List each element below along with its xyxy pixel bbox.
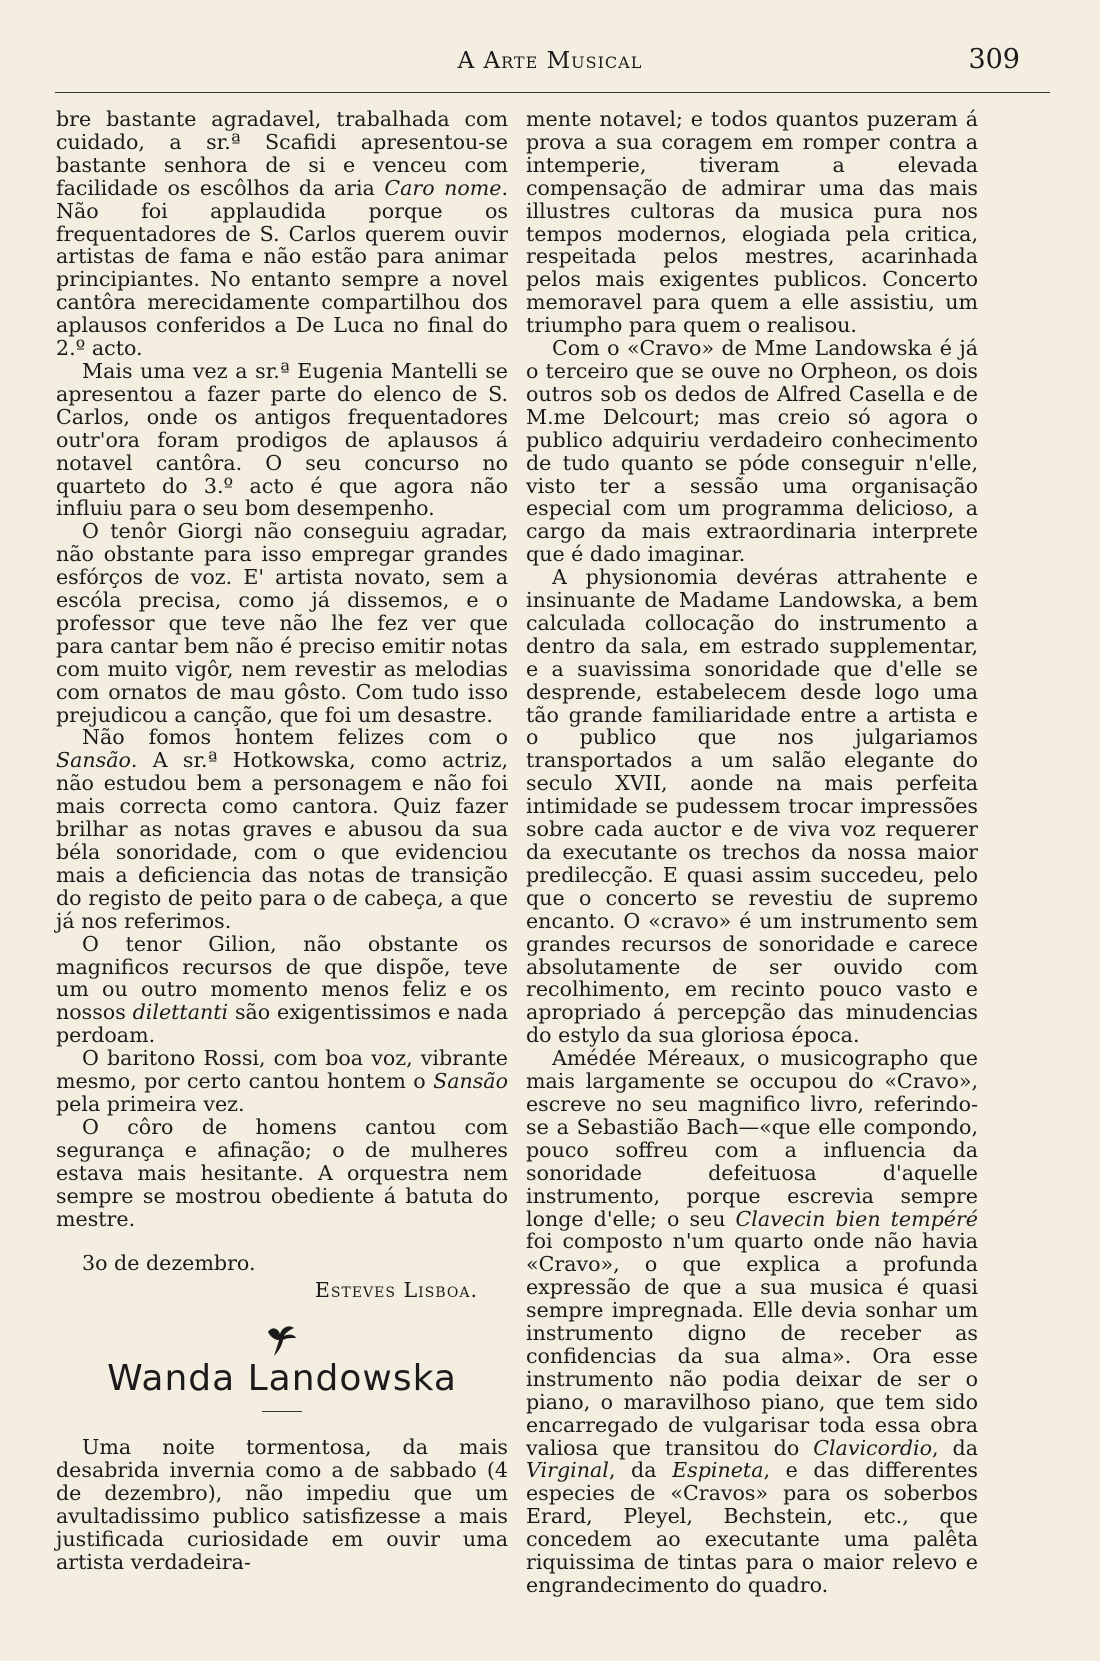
- paragraph: [56, 360, 508, 520]
- dateline: 3o de dezembro.: [82, 1251, 256, 1276]
- italic-run: Sansão: [433, 1069, 508, 1094]
- text-run: Uma noite tormentosa, da mais desabrida invernia como a de sabbado (4 de dezembro), não impediu que um avultadissimo publico satisfizesse a mais justificada curiosidade em ouvir uma artista verdadeira-: [56, 1435, 508, 1574]
- right-column: [526, 108, 978, 1597]
- article-opening: [56, 1436, 508, 1573]
- text-run: O baritono Rossi, com boa voz, vibrante mesmo, por certo cantou hontem o: [56, 1046, 508, 1094]
- text-run: foi composto n'um quarto onde não havia «Cravo», o que explica a profunda expressão de que a sua musica é quasi sempre impregnada. Elle devia sonhar um instrumento digno de receber as confidencias da sua alma». Ora esse instrumento não podia deixar de ser o piano, o maravilhoso piano, que tem sido encarregado de vulgarisar toda essa obra valiosa que transitou do: [526, 1229, 978, 1460]
- right-paragraphs: [526, 108, 978, 1597]
- text-run: O tenor Gilion, não obstante os magnificos recursos de que dispõe, teve um ou outro momento menos feliz e os nossos: [56, 931, 508, 1025]
- text-run: bre bastante agradavel, trabalhada com cuidado, a sr.ª Scafidi apresentou-se bastante senhora de si e venceu com facilidade os escôlhos da aria: [56, 107, 508, 200]
- paragraph: [526, 108, 978, 337]
- text-run: O côro de homens cantou com segurança e afinação; o de mulheres estava mais hesitante. A orquestra nem sempre se mostrou obediente á batuta do mestre.: [56, 1114, 508, 1231]
- fleuron-ornament: [56, 1322, 508, 1362]
- title-rule: [262, 1411, 302, 1412]
- text-run: A physionomia devéras attrahente e insinuante de Madame Landowska, a bem calculada collocação do instrumento a dentro da sala, em estrado supplementar, e a suavissima sonoridade que d'elle se desprende, estabelecem desde logo uma tão grande familiaridade entre a artista e o publico que nos julgariamos transportados a um salão elegante do seculo XVII, aonde na mais perfeita intimidade se pudessem trocar impressões sobre cada auctor e de viva voz requerer da executante os trechos da nossa maior predilecção. E quasi assim succedeu, pelo que o concerto se revestiu de supremo encanto. O «cravo» é um instrumento sem grandes recursos de sonoridade e carece absolutamente de ser ouvido com recolhimento, em recinto pouco vasto e apropriado á percepção das minudencias do estylo da sua gloriosa época.: [526, 565, 978, 1048]
- paragraph: [56, 1436, 508, 1573]
- paragraph: [526, 566, 978, 1047]
- paragraph: [526, 1047, 978, 1597]
- header-rule: [55, 92, 1050, 93]
- text-run: Mais uma vez a sr.ª Eugenia Mantelli se apresentou a fazer parte do elenco de S. Carlos, onde os antigos frequentadores outr'ora foram prodigos de aplausos á notavel cantôra. O seu concurso no quarteto do 3.º acto é que agora não influiu para o seu bom desempenho.: [56, 358, 508, 521]
- running-title: A Arte Musical: [457, 48, 643, 74]
- text-run: pela primeira vez.: [56, 1091, 245, 1116]
- paragraph: [56, 933, 508, 1048]
- paragraph: [56, 1047, 508, 1116]
- paragraph: [56, 1116, 508, 1231]
- paragraph: [56, 108, 508, 360]
- text-run: , e das differentes especies de «Cravos» para os soberbos Erard, Pleyel, Bechstein, etc., que concedem ao executante uma palêta riquissima de tintas para o maior relevo e engrandecimento do quadro.: [526, 1458, 978, 1597]
- text-run: Não fomos hontem felizes com o: [82, 725, 508, 750]
- text-run: Amédée Méreaux, o musicographo que mais largamente se occupou do «Cravo», escreve no seu magnifico livro, referindo-se a Sebastião Bach—«que elle compondo, pouco soffreu com a influencia da sonoridade defeituosa d'aquelle instrumento, porque escrevia sempre longe d'elle; o seu: [526, 1046, 978, 1231]
- text-run: . A sr.ª Hotkowska, como actriz, não estudou bem a personagem e não foi mais correcta como cantora. Quiz fazer brilhar as notas graves e abusou da sua béla sonoridade, com o que evidenciou mais a deficiencia das notas de transição do registo de peito para o de cabeça, a que já nos referimos.: [56, 748, 508, 933]
- text-run: O tenôr Giorgi não conseguiu agradar, não obstante para isso empregar grandes esfórços de voz. E' artista novato, sem a escóla precisa, como já dissemos, e o professor que teve não lhe fez ver que para cantar bem não é preciso emitir notas com muito vigôr, nem revestir as melodias com ornatos de mau gôsto. Com tudo isso prejudicou a canção, que foi um desastre.: [56, 519, 508, 727]
- paragraph: [526, 337, 978, 566]
- left-column: [56, 108, 508, 1574]
- italic-run: Virginal: [526, 1458, 609, 1483]
- italic-run: Sansão: [56, 748, 131, 773]
- paragraph: [56, 520, 508, 726]
- text-run: são exigentissimos e nada perdoam.: [56, 1000, 508, 1048]
- text-run: Com o «Cravo» de Mme Landowska é já o terceiro que se ouve no Orpheon, os dois outros sob os dedos de Alfred Casella e de M.me Delcourt; mas creio só agora o publico adquiriu verdadeiro conhecimento de tudo quanto se póde conseguir n'elle, visto ter a sessão uma organisação especial com um programma delicioso, a cargo da mais extraordinaria interprete que é dado imaginar.: [526, 336, 978, 567]
- italic-run: dilettanti: [132, 1000, 229, 1025]
- paragraph: [56, 726, 508, 932]
- article-title: Wanda Landowska: [107, 1358, 457, 1400]
- left-paragraphs: [56, 108, 508, 1230]
- page-number: 309: [968, 44, 1020, 75]
- italic-run: Espineta: [672, 1458, 764, 1483]
- text-run: , da: [932, 1435, 978, 1460]
- italic-run: Clavecin bien tempéré: [735, 1206, 978, 1231]
- italic-run: Clavicordio: [813, 1435, 933, 1460]
- text-run: . Não foi applaudida porque os frequentadores de S. Carlos querem ouvir artistas de fama e não estão para animar principiantes. No entanto sempre a novel cantôra merecidamente compartilhou dos aplausos conferidos a De Luca no final do 2.º acto.: [56, 175, 508, 361]
- italic-run: Caro nome: [384, 175, 502, 200]
- author-signature: Esteves Lisboa.: [314, 1278, 478, 1303]
- text-run: , da: [608, 1458, 673, 1483]
- text-run: mente notavel; e todos quantos puzeram á prova a sua coragem em romper contra a intemperie, tiveram a elevada compensação de admirar uma das mais illustres cultoras da musica pura nos tempos modernos, elogiada pela critica, respeitada pelos mestres, acarinhada pelos mais exigentes publicos. Concerto memoravel para quem a elle assistiu, um triumpho para quem o realisou.: [526, 107, 978, 338]
